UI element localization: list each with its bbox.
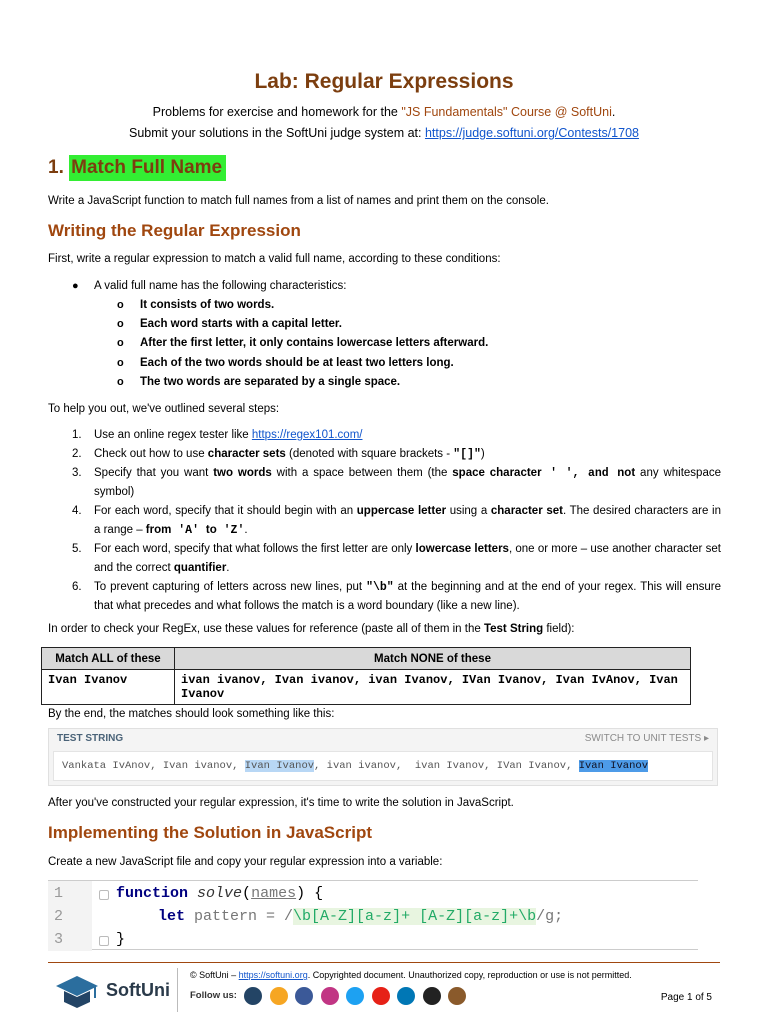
step-4-j: . bbox=[244, 524, 248, 536]
footer-divider bbox=[48, 962, 720, 963]
step-4-g: 'A' bbox=[171, 524, 206, 537]
step-6-a: To prevent capturing of letters across new lines, put bbox=[94, 581, 367, 593]
subtitle-judge bbox=[0, 126, 768, 140]
subtitle-text: Problems for exercise and homework for the bbox=[152, 105, 402, 119]
code-line-2 bbox=[158, 908, 563, 925]
instagram-icon[interactable] bbox=[321, 987, 339, 1005]
step-3-c: with a space between them (the bbox=[271, 467, 453, 479]
test-string-segment: , ivan ivanov, ivan Ivanov, IVan Ivanov, bbox=[314, 760, 579, 772]
bullet-dot-icon: ● bbox=[72, 280, 79, 292]
line-number: 3 bbox=[54, 931, 64, 948]
softuni-org-link[interactable]: https://softuni.org bbox=[238, 970, 308, 980]
code-punct: ( bbox=[242, 885, 252, 902]
step-5-e: . bbox=[226, 562, 230, 574]
logo-text: SoftUni bbox=[106, 980, 170, 1000]
step-4-h: to bbox=[205, 524, 217, 536]
bullet-text: A valid full name has the following characteristics: bbox=[94, 280, 347, 292]
regex101-link[interactable]: https://regex101.com/ bbox=[251, 429, 363, 441]
implementing-intro: Create a new JavaScript file and copy your regular expression into a variable: bbox=[48, 856, 443, 868]
subtitle-period: . bbox=[611, 105, 616, 119]
step-4-d: character set bbox=[490, 505, 563, 517]
table-cell-match-all: Ivan Ivanov bbox=[42, 670, 175, 705]
step-3-e: ' ', and bbox=[541, 467, 618, 480]
table-header-row bbox=[42, 648, 691, 670]
line-number: 1 bbox=[54, 885, 64, 902]
fold-icon[interactable] bbox=[99, 936, 109, 946]
footer-separator bbox=[177, 968, 178, 1012]
step-number: 1. bbox=[72, 429, 82, 441]
sub-item-text: Each word starts with a capital letter. bbox=[140, 318, 342, 330]
test-string-label: TEST STRING bbox=[57, 733, 124, 744]
step-2-code: "[]" bbox=[453, 448, 481, 461]
step-3-g: any whitespace symbol) bbox=[94, 467, 721, 498]
table-row bbox=[42, 670, 691, 705]
step-number: 5. bbox=[72, 543, 82, 555]
step-4-b: uppercase letter bbox=[356, 505, 447, 517]
code-punct: ) { bbox=[296, 885, 324, 902]
softuni-icon[interactable] bbox=[244, 987, 262, 1005]
circle-bullet-icon: o bbox=[117, 318, 124, 330]
table-header: Match NONE of these bbox=[175, 648, 691, 670]
step-6-c: at the beginning and at the end of your regex. This will ensure that what precedes and what follows the match is a word boundary (like a new line). bbox=[94, 581, 721, 612]
section-heading bbox=[48, 157, 226, 179]
step-2-bold: character sets bbox=[207, 448, 286, 460]
reference-table bbox=[41, 647, 691, 705]
step-number: 2. bbox=[72, 448, 82, 460]
copyright-text bbox=[190, 970, 632, 980]
judge-link[interactable]: https://judge.softuni.org/Contests/1708 bbox=[424, 126, 639, 140]
after-text: After you've constructed your regular expression, it's time to write the solution in JavaScript. bbox=[48, 797, 514, 809]
code-regex: \b[A-Z][a-z]+ [A-Z][a-z]+\b bbox=[293, 908, 537, 925]
code-line-3: } bbox=[116, 931, 126, 948]
code-keyword: function bbox=[116, 885, 189, 902]
code-editor[interactable] bbox=[48, 880, 698, 950]
check-text: In order to check your RegEx, use these values for reference (paste all of them in the bbox=[48, 623, 484, 635]
code-function-name: solve bbox=[197, 885, 243, 902]
circle-bullet-icon: o bbox=[117, 337, 124, 349]
step-6-b: "\b" bbox=[366, 581, 394, 594]
match-highlight: Ivan Ivanov bbox=[244, 760, 315, 772]
step-4-i: 'Z' bbox=[216, 524, 245, 537]
writing-heading: Writing the Regular Expression bbox=[48, 221, 301, 240]
section-intro: Write a JavaScript function to match full names from a list of names and print them on the console. bbox=[48, 195, 549, 207]
step-number: 6. bbox=[72, 581, 82, 593]
softuni-creative-icon[interactable] bbox=[270, 987, 288, 1005]
sub-item-text: After the first letter, it only contains lowercase letters afterward. bbox=[140, 337, 489, 349]
test-string-input[interactable] bbox=[53, 751, 713, 781]
copyright-pre: © SoftUni – bbox=[190, 970, 239, 980]
circle-bullet-icon: o bbox=[117, 357, 124, 369]
subtitle-judge-text: Submit your solutions in the SoftUni judge system at: bbox=[128, 126, 425, 140]
code-param: names bbox=[251, 885, 297, 902]
youtube-icon[interactable] bbox=[372, 987, 390, 1005]
sub-item-text: It consists of two words. bbox=[140, 299, 275, 311]
twitter-icon[interactable] bbox=[346, 987, 364, 1005]
page-number: Page 1 of 5 bbox=[660, 992, 712, 1003]
step-5-a: For each word, specify that what follows the first letter are only bbox=[94, 543, 416, 555]
step-5-c: , one or more – use another character set and the correct bbox=[94, 543, 721, 574]
sub-item-text: The two words are separated by a single space. bbox=[140, 376, 401, 388]
copyright-post: . Copyrighted document. Unauthorized copy, reproduction or use is not permitted. bbox=[307, 970, 632, 980]
match-highlight: Ivan Ivanov bbox=[578, 760, 649, 772]
follow-us-label: Follow us: bbox=[190, 990, 237, 1001]
fold-icon[interactable] bbox=[99, 890, 109, 900]
check-post: field): bbox=[543, 623, 575, 635]
by-end-text: By the end, the matches should look something like this: bbox=[48, 708, 335, 720]
switch-to-unit-tests-link[interactable]: SWITCH TO UNIT TESTS ▸ bbox=[584, 733, 709, 744]
step-5-d: quantifier bbox=[173, 562, 227, 574]
step-3-f: not bbox=[617, 467, 636, 479]
step-4-a: For each word, specify that it should begin with an bbox=[94, 505, 357, 517]
code-regex-flags: /g; bbox=[536, 908, 564, 925]
section-title: Match Full Name bbox=[69, 155, 226, 181]
test-string-segment: Vankata IvAnov, Ivan ivanov, bbox=[62, 760, 245, 772]
step-2-text: Check out how to use bbox=[94, 448, 208, 460]
subtitle-course bbox=[0, 105, 768, 119]
circle-bullet-icon: o bbox=[117, 299, 124, 311]
step-1-text: Use an online regex tester like bbox=[94, 429, 252, 441]
code-variable: pattern = / bbox=[185, 908, 294, 925]
table-header: Match ALL of these bbox=[42, 648, 175, 670]
step-3-a: Specify that you want bbox=[94, 467, 214, 479]
circle-bullet-icon: o bbox=[117, 376, 124, 388]
section-number: 1. bbox=[48, 157, 64, 178]
step-text bbox=[94, 540, 721, 578]
writing-intro: First, write a regular expression to match a valid full name, according to these conditions: bbox=[48, 253, 501, 265]
github-icon[interactable] bbox=[423, 987, 441, 1005]
sub-item-text: Each of the two words should be at least two letters long. bbox=[140, 357, 454, 369]
softuni-logo-icon bbox=[52, 972, 102, 1012]
step-number: 3. bbox=[72, 467, 82, 479]
steps-intro: To help you out, we've outlined several steps: bbox=[48, 403, 280, 415]
line-number: 2 bbox=[54, 908, 64, 925]
step-2-post: ) bbox=[480, 448, 485, 460]
page-title: Lab: Regular Expressions bbox=[254, 70, 514, 93]
step-number: 4. bbox=[72, 505, 82, 517]
regex-tester-screenshot bbox=[48, 728, 718, 786]
course-link[interactable]: "JS Fundamentals" Course @ SoftUni bbox=[401, 105, 612, 119]
step-3-d: space character bbox=[452, 467, 542, 479]
step-text bbox=[94, 426, 721, 445]
step-text bbox=[94, 445, 721, 464]
code-line-1 bbox=[116, 885, 323, 902]
step-text bbox=[94, 464, 721, 502]
step-3-b: two words bbox=[213, 467, 272, 479]
step-4-e: . The desired characters are in a range – bbox=[94, 505, 721, 536]
table-cell-match-none: ivan ivanov, Ivan ivanov, ivan Ivanov, IVan Ivanov, Ivan IvAnov, Ivan Ivanov bbox=[175, 670, 691, 705]
implementing-heading: Implementing the Solution in JavaScript bbox=[48, 823, 372, 842]
step-text bbox=[94, 502, 721, 540]
step-5-b: lowercase letters bbox=[415, 543, 509, 555]
step-text bbox=[94, 578, 721, 616]
test-string-value bbox=[62, 760, 648, 772]
box-icon[interactable] bbox=[448, 987, 466, 1005]
facebook-icon[interactable] bbox=[295, 987, 313, 1005]
step-4-c: using a bbox=[446, 505, 491, 517]
softuni-logo bbox=[52, 972, 172, 1012]
check-bold: Test String bbox=[483, 623, 544, 635]
step-4-f: from bbox=[145, 524, 172, 536]
check-intro bbox=[48, 621, 720, 638]
step-2-mid: (denoted with square brackets - bbox=[285, 448, 454, 460]
code-keyword: let bbox=[158, 908, 186, 925]
linkedin-icon[interactable] bbox=[397, 987, 415, 1005]
